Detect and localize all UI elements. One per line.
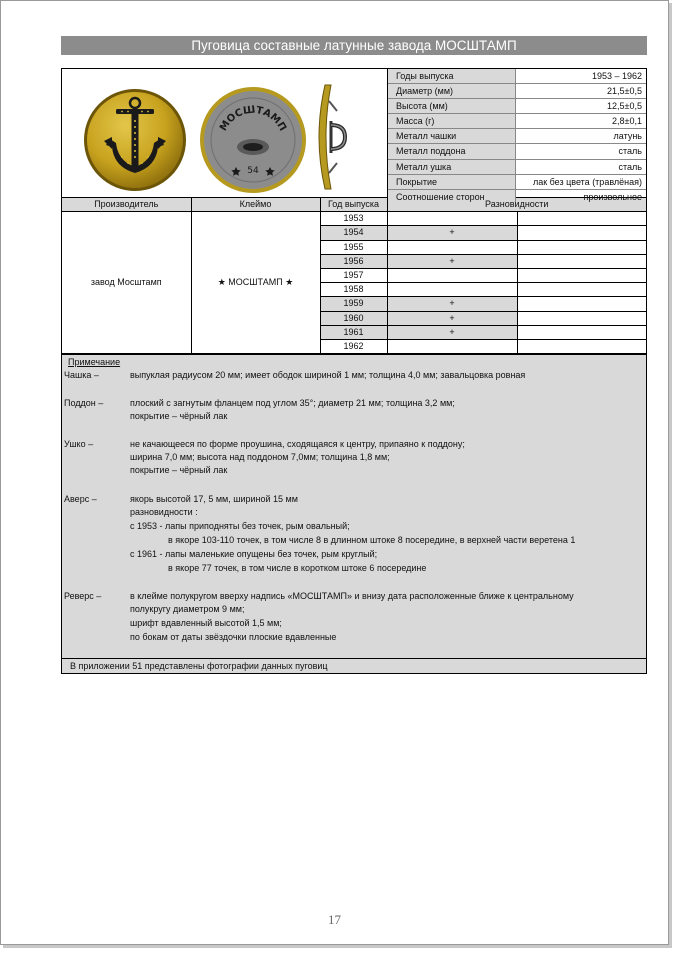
year-cell: 1959 [320, 297, 387, 311]
prop-row [388, 69, 646, 84]
col-manufacturer: Производитель [62, 198, 191, 212]
tray-line: плоский с загнутым фланцем под углом 35°; диаметр 21 мм; толщина 3,2 мм; [130, 398, 455, 409]
variety-2-cell [517, 297, 646, 311]
prop-value: сталь [618, 146, 642, 157]
prop-value: 21,5±0,5 [607, 86, 642, 97]
variety-1-cell [387, 283, 517, 297]
variety-1-cell: + [387, 254, 517, 268]
stamp-cell: ★ МОСШТАМП ★ [191, 212, 320, 354]
variety-2-cell [517, 311, 646, 325]
variety-1-cell [387, 212, 517, 226]
shank-line: ширина 7,0 мм; высота над поддоном 7,0мм; толщина 1,8 мм; [130, 452, 390, 463]
prop-value: произвольное [583, 191, 642, 202]
variety-2-cell [517, 226, 646, 240]
prop-label: Металл чашки [388, 129, 516, 143]
year-cell: 1960 [320, 311, 387, 325]
manufacturer-cell: завод Мосштамп [62, 212, 191, 354]
properties-table [388, 69, 646, 202]
button-spec-table [61, 68, 647, 674]
variety-1-cell [387, 339, 517, 353]
variety-2-cell [517, 212, 646, 226]
variety-1-cell: + [387, 311, 517, 325]
obverse-line: в якоре 103-110 точек, в том числе 8 в длинном штоке 8 посередине, в верхней части веретена 1 [168, 535, 576, 546]
cup-label: Чашка – [64, 370, 99, 381]
year-cell: 1953 [320, 212, 387, 226]
year-cell: 1962 [320, 339, 387, 353]
page-number: 17 [328, 912, 341, 927]
tray-line: покрытие – чёрный лак [130, 411, 228, 422]
prop-row [388, 114, 646, 129]
prop-label: Годы выпуска [388, 69, 516, 83]
cup-text: выпуклая радиусом 20 мм; имеет ободок шириной 1 мм; толщина 4,0 мм; завальцовка ровная [130, 370, 526, 381]
prop-label: Высота (мм) [388, 99, 516, 113]
reverse-stamp-date: 54 [247, 166, 259, 176]
variety-2-cell [517, 325, 646, 339]
shank-line: покрытие – чёрный лак [130, 465, 228, 476]
prop-row [388, 160, 646, 175]
obverse-label: Аверс – [64, 494, 97, 505]
prop-label: Соотношение сторон [388, 190, 516, 204]
reverse-line: в клейме полукругом вверху надпись «МОСШТАМП» и внизу дата расположенные ближе к центральному [130, 591, 574, 602]
prop-label: Масса (г) [388, 114, 516, 128]
prop-label: Покрытие [388, 175, 516, 189]
prop-value: сталь [618, 161, 642, 172]
appendix-note: В приложении 51 представлены фотографии данных пуговиц [62, 658, 646, 673]
prop-value: лак без цвета (травлёная) [532, 176, 642, 187]
prop-label: Металл ушка [388, 160, 516, 174]
page-title: Пуговица составные латунные завода МОСШТАМП [61, 36, 647, 55]
reverse-line: шрифт вдавленный высотой 1,5 мм; [130, 618, 282, 629]
year-cell: 1956 [320, 254, 387, 268]
prop-label: Диаметр (мм) [388, 84, 516, 98]
year-cell: 1955 [320, 240, 387, 254]
col-year: Год выпуска [320, 198, 387, 212]
prop-row [388, 84, 646, 99]
variety-1-cell [387, 240, 517, 254]
obverse-line: с 1953 - лапы приподняты без точек, рым овальный; [130, 521, 350, 532]
prop-value: 12,5±0,5 [607, 101, 642, 112]
variety-2-cell [517, 254, 646, 268]
prop-label: Металл поддона [388, 144, 516, 158]
reverse-stamp-image [198, 85, 308, 195]
year-cell: 1958 [320, 283, 387, 297]
prop-row [388, 144, 646, 159]
prop-row [388, 175, 646, 190]
year-cell: 1957 [320, 268, 387, 282]
variety-2-cell [517, 268, 646, 282]
obverse-line: якорь высотой 17, 5 мм, шириной 15 мм [130, 494, 298, 505]
year-cell: 1954 [320, 226, 387, 240]
table-row [62, 212, 646, 226]
variety-2-cell [517, 240, 646, 254]
reverse-label: Реверс – [64, 591, 102, 602]
tray-label: Поддон – [64, 398, 104, 409]
prop-value: 2,8±0,1 [612, 116, 642, 127]
side-profile-image [315, 81, 355, 193]
reverse-stamp-text: МОСШТАМП [218, 104, 289, 134]
header-section [62, 69, 646, 202]
varieties-table [62, 198, 646, 354]
reverse-line: по бокам от даты звёздочки плоские вдавленные [130, 632, 337, 643]
button-images [62, 69, 388, 197]
prop-value: латунь [613, 131, 642, 142]
variety-1-cell [387, 268, 517, 282]
prop-value: 1953 – 1962 [591, 71, 642, 81]
obverse-anchor-image [82, 87, 188, 193]
obverse-line: разновидности : [130, 507, 198, 518]
prop-row [388, 99, 646, 114]
col-stamp: Клеймо [191, 198, 320, 212]
variety-2-cell [517, 283, 646, 297]
col-varieties: Разновидности [387, 198, 646, 212]
shank-line: не качающееся по форме проушина, сходящаяся к центру, припаяно к поддону; [130, 439, 465, 450]
notes-section [62, 354, 646, 658]
reverse-line: полукругу диаметром 9 мм; [130, 604, 245, 615]
shank-label: Ушко – [64, 439, 94, 450]
notes-heading: Примечание [68, 357, 121, 368]
variety-2-cell [517, 339, 646, 353]
prop-row [388, 129, 646, 144]
obverse-line: в якоре 77 точек, в том числе в коротком штоке 6 посередине [168, 563, 427, 574]
variety-1-cell: + [387, 226, 517, 240]
obverse-line: с 1961 - лапы маленькие опущены без точек, рым круглый; [130, 549, 378, 560]
variety-1-cell: + [387, 297, 517, 311]
year-cell: 1961 [320, 325, 387, 339]
variety-1-cell: + [387, 325, 517, 339]
